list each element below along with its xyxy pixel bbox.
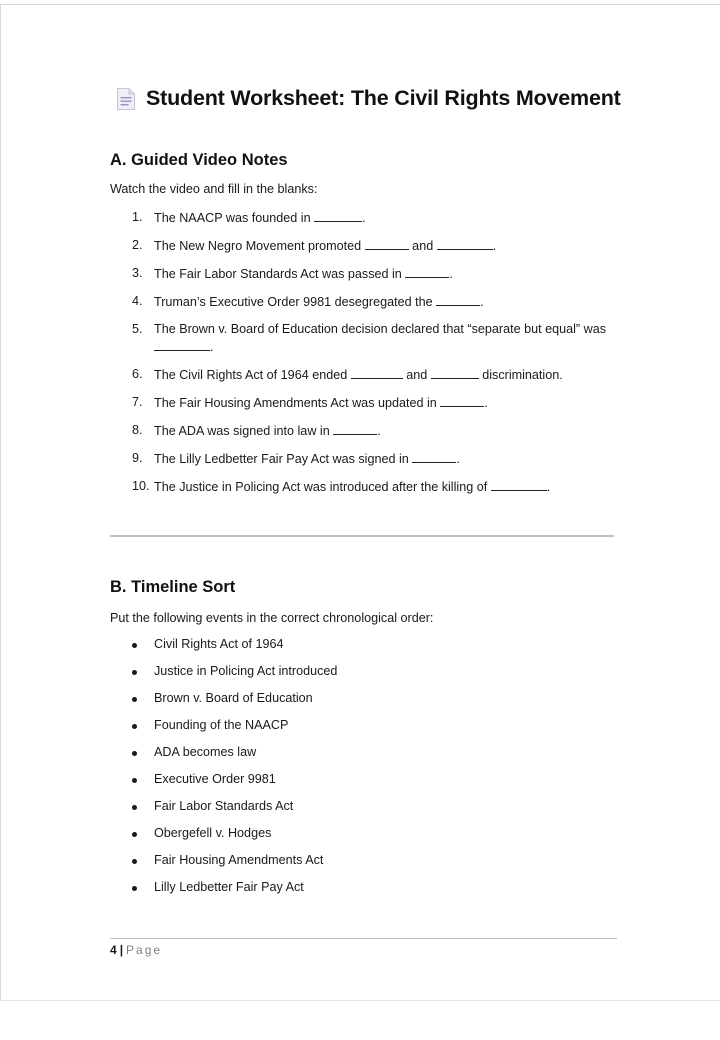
item-number: 2. — [132, 238, 143, 252]
item-text: discrimination. — [478, 368, 563, 382]
item-text: . — [546, 480, 551, 494]
answer-blank[interactable] — [491, 478, 547, 491]
item-text: Obergefell v. Hodges — [154, 826, 272, 840]
title-row — [116, 86, 621, 111]
item-text: Founding of the NAACP — [154, 718, 289, 732]
list-item — [110, 852, 337, 869]
bullet-icon — [132, 751, 137, 756]
list-item — [110, 798, 337, 815]
bullet-icon — [132, 643, 137, 648]
item-number: 3. — [132, 266, 143, 280]
item-number: 5. — [132, 322, 143, 336]
list-item — [110, 321, 610, 356]
page-title: Student Worksheet: The Civil Rights Movement — [146, 86, 621, 110]
answer-blank[interactable] — [437, 237, 493, 250]
item-text: . — [480, 295, 484, 309]
list-item — [110, 366, 610, 384]
section-a-intro: Watch the video and fill in the blanks: — [110, 182, 318, 196]
list-item — [110, 744, 337, 761]
page-edge-bottom — [0, 1000, 720, 1001]
timeline-list — [110, 636, 337, 906]
page-edge-top — [0, 4, 720, 5]
list-item — [110, 636, 337, 653]
item-text: Lilly Ledbetter Fair Pay Act — [154, 880, 304, 894]
item-number: 7. — [132, 395, 143, 409]
item-text: Civil Rights Act of 1964 — [154, 637, 284, 651]
item-text: . — [449, 267, 453, 281]
answer-blank[interactable] — [154, 338, 210, 351]
list-item — [110, 237, 610, 255]
bullet-icon — [132, 859, 137, 864]
item-text: The Brown v. Board of Education decision declared that “separate but equal” was — [154, 322, 607, 336]
answer-blank[interactable] — [365, 237, 409, 250]
list-item — [110, 450, 610, 468]
page-edge-left — [0, 4, 1, 1000]
answer-blank[interactable] — [431, 366, 479, 379]
item-text: . — [456, 452, 460, 466]
list-item — [110, 879, 337, 896]
list-item — [110, 265, 610, 283]
item-text: The Justice in Policing Act was introduced after the killing of — [154, 480, 491, 494]
page-number: 4 — [110, 943, 117, 957]
page-label: Page — [126, 943, 163, 957]
bullet-icon — [132, 778, 137, 783]
item-text: Fair Labor Standards Act — [154, 799, 294, 813]
list-item — [110, 825, 337, 842]
answer-blank[interactable] — [314, 209, 362, 222]
item-number: 1. — [132, 210, 143, 224]
answer-blank[interactable] — [436, 293, 480, 306]
item-number: 9. — [132, 451, 143, 465]
list-item — [110, 771, 337, 788]
item-number: 10. — [132, 479, 150, 493]
section-b-heading: B. Timeline Sort — [110, 578, 236, 596]
guided-notes-list — [110, 209, 610, 506]
list-item — [110, 663, 337, 680]
answer-blank[interactable] — [333, 422, 377, 435]
item-text: The NAACP was founded in — [154, 211, 315, 225]
bullet-icon — [132, 670, 137, 675]
bullet-icon — [132, 697, 137, 702]
list-item — [110, 717, 337, 734]
footer-rule — [110, 938, 617, 939]
section-divider — [110, 535, 614, 537]
item-number: 6. — [132, 367, 143, 381]
answer-blank[interactable] — [405, 265, 449, 278]
list-item — [110, 478, 610, 496]
item-text: Justice in Policing Act introduced — [154, 664, 338, 678]
item-text: Brown v. Board of Education — [154, 691, 313, 705]
list-item — [110, 293, 610, 311]
item-text: Fair Housing Amendments Act — [154, 853, 324, 867]
item-number: 8. — [132, 423, 143, 437]
bullet-icon — [132, 724, 137, 729]
list-item — [110, 209, 610, 227]
item-text: The ADA was signed into law in — [154, 424, 334, 438]
section-a-heading: A. Guided Video Notes — [110, 151, 288, 169]
item-text: . — [362, 211, 366, 225]
item-text: Truman’s Executive Order 9981 desegregated the — [154, 295, 437, 309]
item-text: . — [484, 396, 488, 410]
item-number: 4. — [132, 294, 143, 308]
list-item — [110, 394, 610, 412]
answer-blank[interactable] — [440, 394, 484, 407]
item-text: The Fair Housing Amendments Act was updated in — [154, 396, 441, 410]
page-footer — [110, 943, 162, 957]
item-text: The Lilly Ledbetter Fair Pay Act was signed in — [154, 452, 413, 466]
section-b-intro: Put the following events in the correct chronological order: — [110, 611, 434, 625]
answer-blank[interactable] — [412, 450, 456, 463]
list-item — [110, 690, 337, 707]
document-icon — [116, 87, 136, 111]
item-text: The Civil Rights Act of 1964 ended — [154, 368, 351, 382]
bullet-icon — [132, 805, 137, 810]
item-text: and — [408, 239, 437, 253]
footer-separator: | — [119, 943, 124, 957]
item-text: The Fair Labor Standards Act was passed in — [154, 267, 406, 281]
item-text: Executive Order 9981 — [154, 772, 276, 786]
list-item — [110, 422, 610, 440]
item-text: The New Negro Movement promoted — [154, 239, 365, 253]
item-text: ADA becomes law — [154, 745, 257, 759]
answer-blank[interactable] — [351, 366, 403, 379]
item-text: . — [377, 424, 381, 438]
bullet-icon — [132, 832, 137, 837]
item-text: and — [402, 368, 431, 382]
bullet-icon — [132, 886, 137, 891]
item-text: . — [492, 239, 497, 253]
item-text: . — [210, 340, 214, 354]
